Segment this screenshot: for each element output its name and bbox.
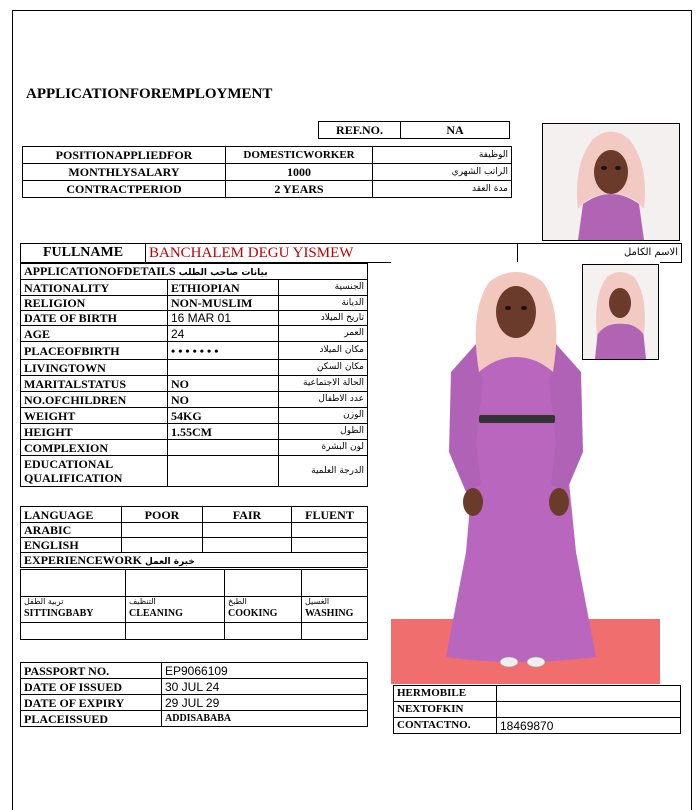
position-ar: الوظيفة — [373, 147, 512, 164]
detail-value: NON-MUSLIM — [168, 296, 279, 311]
detail-row — [21, 296, 368, 311]
skill-cell — [21, 597, 126, 623]
skill-cell-3 — [225, 623, 302, 640]
skill-blank-1 — [21, 570, 126, 597]
contract-label: CONTRACTPERIOD — [23, 181, 226, 198]
fullname-table — [20, 243, 682, 263]
fullname-label: FULLNAME — [21, 244, 146, 263]
contact-row — [394, 702, 681, 718]
fullname-value: BANCHALEM DEGU YISMEW — [146, 244, 518, 263]
detail-row — [21, 360, 368, 376]
passport-row — [21, 663, 368, 679]
fluent-header: FLUENT — [292, 507, 368, 523]
skills-table — [20, 569, 368, 640]
skill-blank-3 — [225, 570, 302, 597]
passport-label: PLACEISSUED — [21, 711, 162, 727]
passport-photo-frame — [542, 123, 680, 241]
salary-value: 1000 — [226, 164, 373, 181]
ref-label: REF.NO. — [319, 122, 401, 139]
poor-header: POOR — [122, 507, 203, 523]
contact-value — [497, 686, 681, 702]
contact-row — [394, 686, 681, 702]
language-english: ENGLISH — [21, 538, 122, 553]
education-label — [21, 456, 168, 487]
skill-label: COOKING — [228, 608, 278, 619]
passport-label: DATE OF ISSUED — [21, 679, 162, 695]
detail-value: 24 — [168, 326, 279, 342]
secondary-photo-frame — [582, 264, 659, 360]
detail-ar: لون البشرة — [279, 440, 368, 456]
contact-label: NEXTOFKIN — [394, 702, 497, 718]
education-label-1: EDUCATIONAL — [24, 456, 114, 471]
detail-label: NATIONALITY — [21, 280, 168, 296]
skill-cell — [225, 597, 302, 623]
ref-table — [318, 121, 510, 139]
skill-blank-4 — [302, 570, 368, 597]
salary-label: MONTHLYSALARY — [23, 164, 226, 181]
passport-value: 29 JUL 29 — [162, 695, 368, 711]
detail-row — [21, 342, 368, 360]
detail-label: HEIGHT — [21, 424, 168, 440]
contact-table — [393, 685, 681, 734]
language-arabic: ARABIC — [21, 523, 122, 538]
skill-cell — [126, 597, 225, 623]
detail-row — [21, 326, 368, 342]
fullname-ar: الاسم الكامل — [518, 244, 682, 263]
detail-label: PLACEOFBIRTH — [21, 342, 168, 360]
education-value — [168, 456, 279, 487]
skill-cell-2 — [126, 623, 225, 640]
english-fluent — [292, 538, 368, 553]
detail-ar: الطول — [279, 424, 368, 440]
detail-value: NO — [168, 392, 279, 408]
passport-table — [20, 662, 368, 727]
english-poor — [122, 538, 203, 553]
language-header: LANGUAGE — [21, 507, 122, 523]
detail-label: MARITALSTATUS — [21, 376, 168, 392]
position-value: DOMESTICWORKER — [226, 147, 373, 164]
detail-value — [168, 360, 279, 376]
detail-ar: مكان السكن — [279, 360, 368, 376]
detail-label: DATE OF BIRTH — [21, 311, 168, 326]
contact-label: CONTACTNO. — [394, 718, 497, 734]
details-header — [21, 264, 368, 280]
details-table — [20, 263, 368, 487]
detail-row — [21, 280, 368, 296]
contact-label: HERMOBILE — [394, 686, 497, 702]
passport-value: ADDISABABA — [162, 711, 368, 727]
detail-value — [168, 440, 279, 456]
education-label-2: QUALIFICATION — [24, 471, 123, 485]
detail-label: LIVINGTOWN — [21, 360, 168, 376]
experience-header — [21, 553, 368, 568]
skill-ar: التنظيف — [129, 597, 156, 606]
salary-ar: الراتب الشهري — [373, 164, 512, 181]
detail-ar: الديانة — [279, 296, 368, 311]
detail-row — [21, 440, 368, 456]
detail-ar: عدد الاطفال — [279, 392, 368, 408]
skill-label: CLEANING — [129, 608, 183, 619]
skill-ar: الطبخ — [228, 597, 247, 606]
details-header-ar: بيانات صاحب الطلب — [178, 268, 268, 278]
detail-label: NO.OFCHILDREN — [21, 392, 168, 408]
education-ar: الدرجة العلمية — [279, 456, 368, 487]
detail-ar: مكان الميلاد — [279, 342, 368, 360]
skill-label: WASHING — [305, 608, 354, 619]
arabic-fluent — [292, 523, 368, 538]
detail-ar: الجنسية — [279, 280, 368, 296]
detail-ar: تاريخ الميلاد — [279, 311, 368, 326]
detail-ar: الوزن — [279, 408, 368, 424]
experience-label: EXPERIENCEWORK — [24, 552, 143, 567]
passport-row — [21, 695, 368, 711]
passport-label: DATE OF EXPIRY — [21, 695, 162, 711]
arabic-fair — [203, 523, 292, 538]
fair-header: FAIR — [203, 507, 292, 523]
skill-cell — [302, 597, 368, 623]
detail-value: 16 MAR 01 — [168, 311, 279, 326]
arabic-poor — [122, 523, 203, 538]
english-fair — [203, 538, 292, 553]
detail-value: ETHIOPIAN — [168, 280, 279, 296]
detail-value: • • • • • • • — [168, 342, 279, 360]
secondary-photo — [583, 265, 658, 359]
detail-label: AGE — [21, 326, 168, 342]
passport-value: 30 JUL 24 — [162, 679, 368, 695]
detail-row — [21, 376, 368, 392]
position-table — [22, 146, 512, 198]
detail-value: NO — [168, 376, 279, 392]
passport-label: PASSPORT NO. — [21, 663, 162, 679]
details-header-label: APPLICATIONOFDETAILS — [24, 264, 176, 278]
detail-row — [21, 408, 368, 424]
contact-row — [394, 718, 681, 734]
experience-ar: خبرة العمل — [145, 556, 195, 567]
detail-ar: العمر — [279, 326, 368, 342]
contact-value — [497, 702, 681, 718]
detail-row — [21, 311, 368, 326]
skill-ar: تربية الطفل — [24, 597, 64, 606]
passport-row — [21, 679, 368, 695]
skill-blank-2 — [126, 570, 225, 597]
detail-label: RELIGION — [21, 296, 168, 311]
skill-label: SITTINGBABY — [24, 608, 94, 619]
contract-ar: مدة العقد — [373, 181, 512, 198]
detail-row — [21, 424, 368, 440]
detail-label: WEIGHT — [21, 408, 168, 424]
passport-value: EP9066109 — [162, 663, 368, 679]
ref-value: NA — [401, 122, 510, 139]
skill-ar: الغسيل — [305, 597, 330, 606]
passport-row — [21, 711, 368, 727]
form-title: APPLICATIONFOREMPLOYMENT — [26, 86, 273, 102]
detail-row — [21, 392, 368, 408]
position-label: POSITIONAPPLIEDFOR — [23, 147, 226, 164]
skill-cell-4 — [302, 623, 368, 640]
skill-cell-1 — [21, 623, 126, 640]
contract-value: 2 YEARS — [226, 181, 373, 198]
detail-label: COMPLEXION — [21, 440, 168, 456]
detail-value: 1.55CM — [168, 424, 279, 440]
contact-value: 18469870 — [497, 718, 681, 734]
detail-ar: الحالة الاجتماعية — [279, 376, 368, 392]
detail-value: 54KG — [168, 408, 279, 424]
passport-photo — [543, 124, 679, 240]
language-table — [20, 506, 368, 568]
